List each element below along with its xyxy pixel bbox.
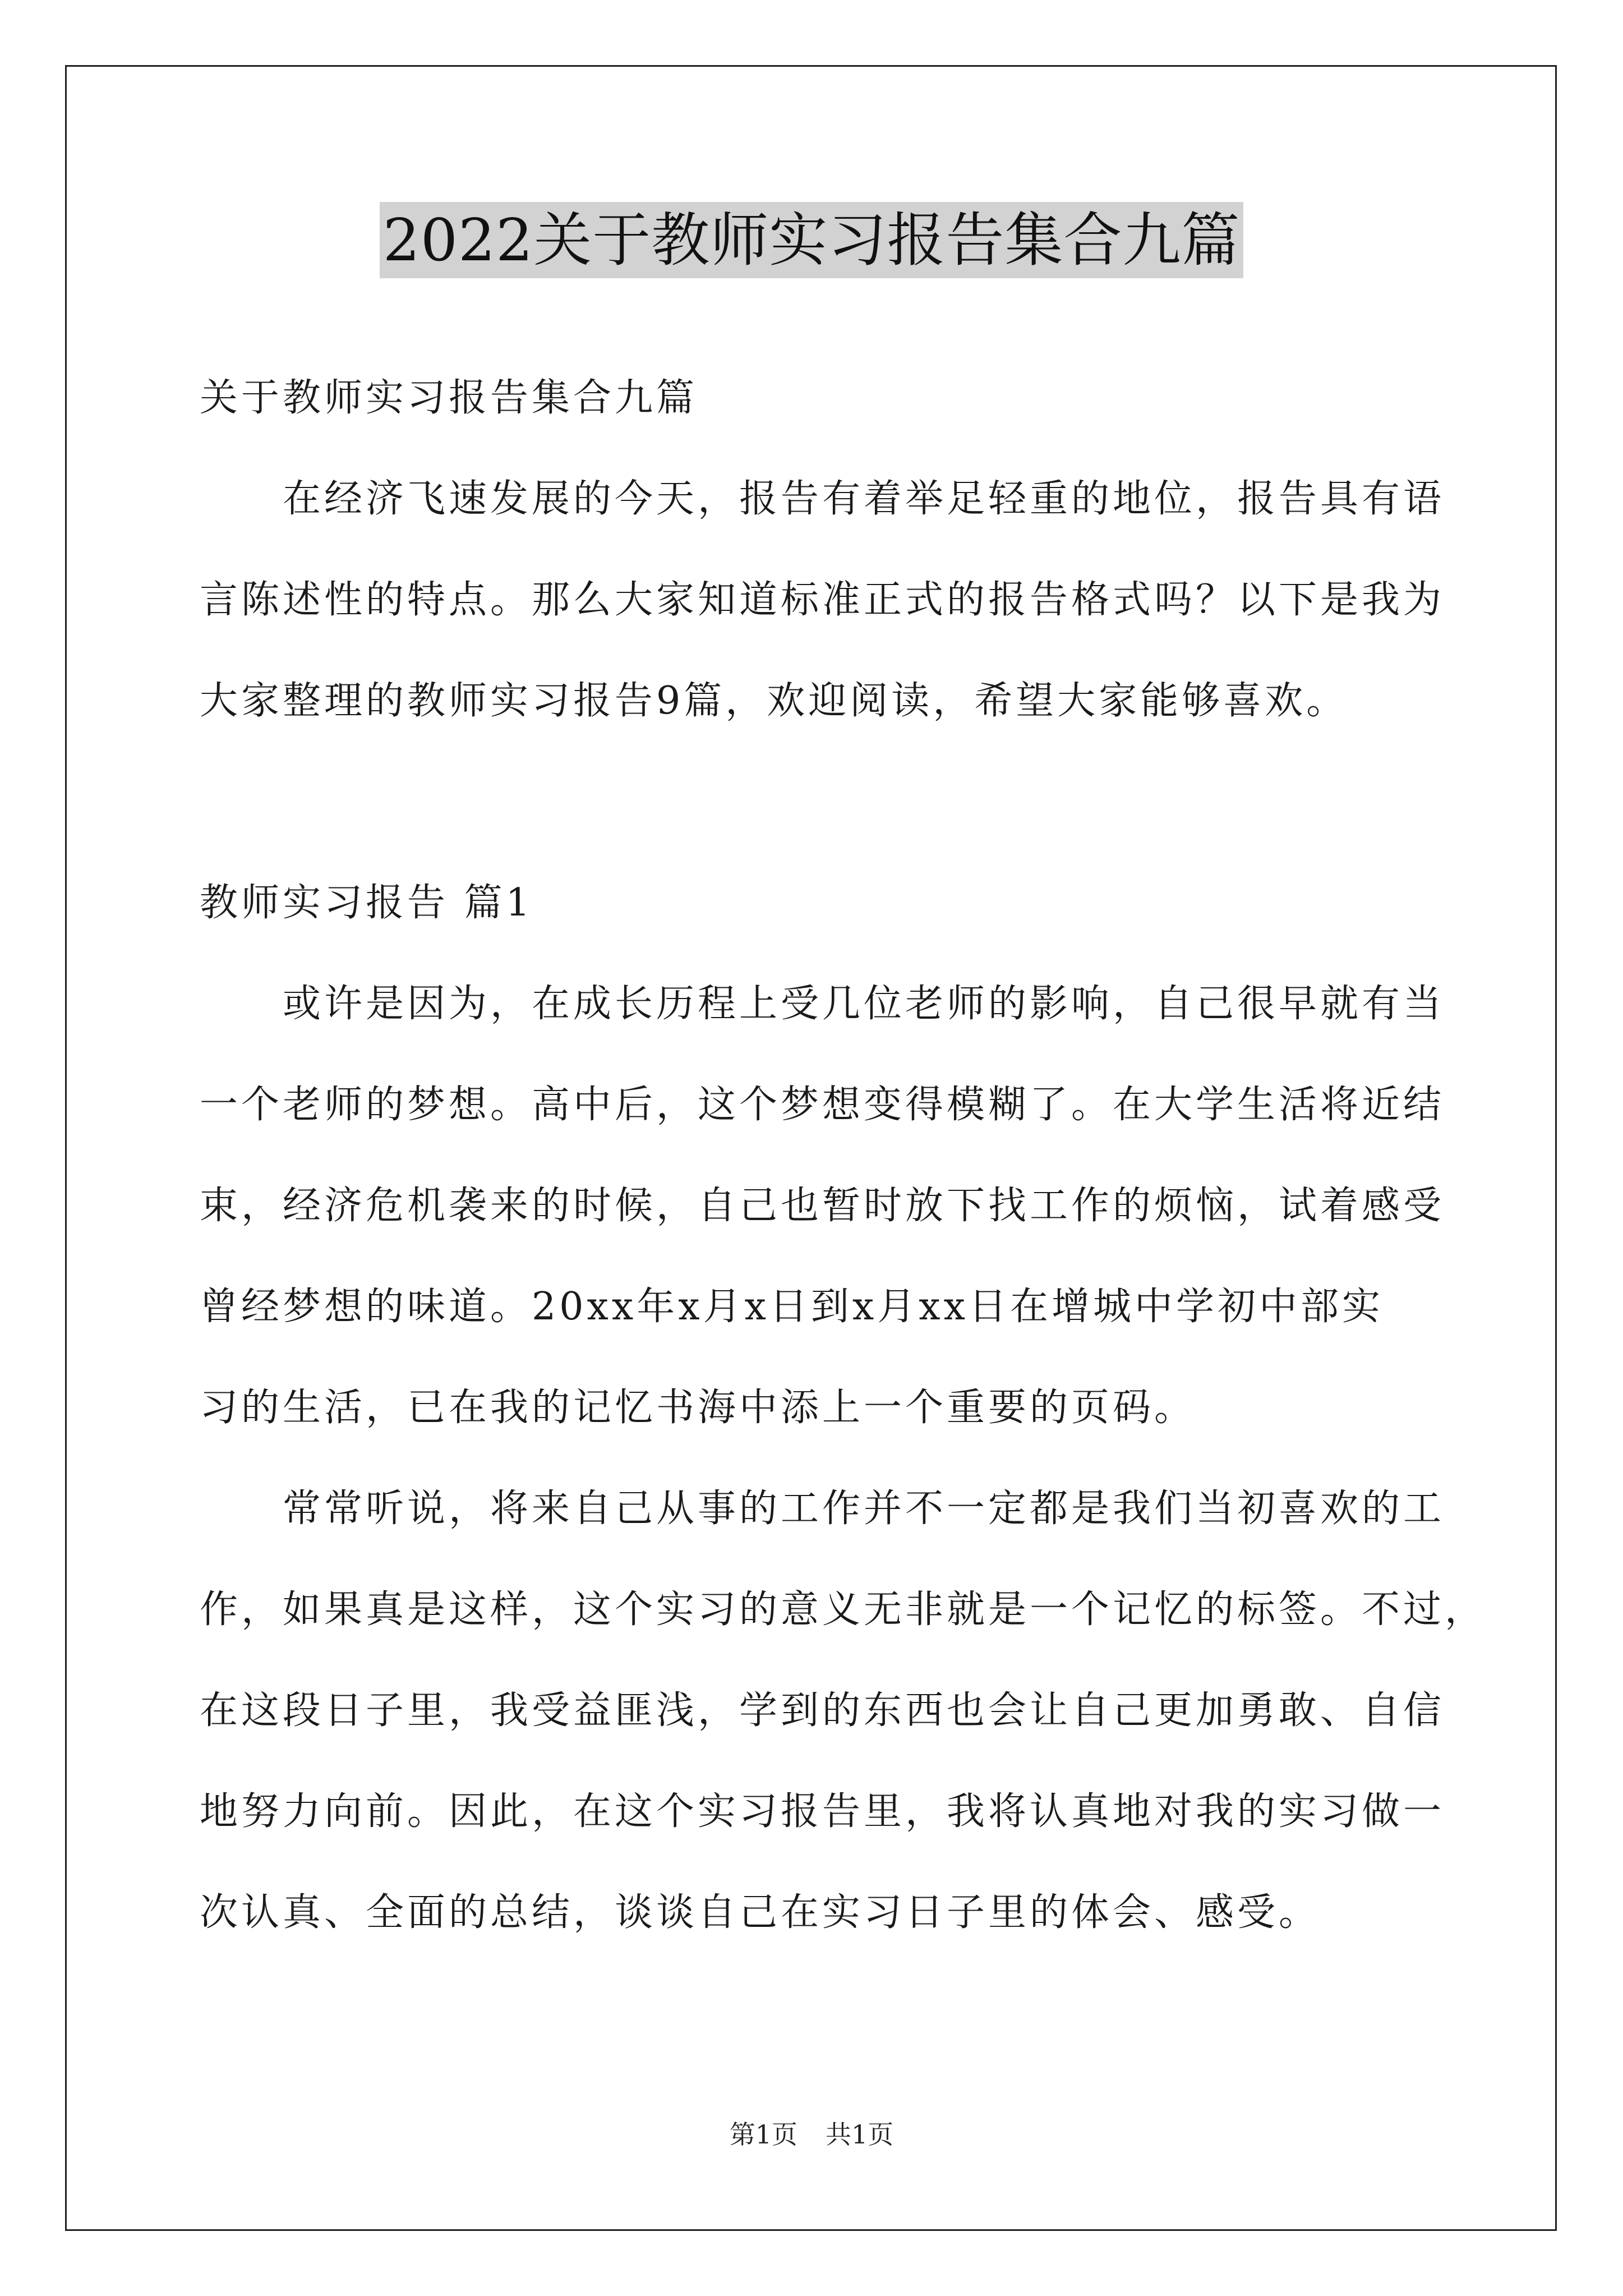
paragraph-line: 常常听说，将来自己从事的工作并不一定都是我们当初喜欢的工 (283, 1487, 1445, 1531)
paragraph-line: 束，经济危机袭来的时候，自己也暂时放下找工作的烦恼，试着感受 (200, 1184, 1445, 1228)
paragraph-line: 地努力向前。因此，在这个实习报告里，我将认真地对我的实习做一 (200, 1789, 1445, 1834)
intro-line: 大家整理的教师实习报告9篇，欢迎阅读，希望大家能够喜欢。 (200, 679, 1348, 723)
title-container (0, 202, 1623, 278)
intro-line: 言陈述性的特点。那么大家知道标准正式的报告格式吗？以下是我为 (200, 578, 1445, 622)
paragraph-line: 一个老师的梦想。高中后，这个梦想变得模糊了。在大学生活将近结 (200, 1083, 1445, 1127)
paragraph-line: 作，如果真是这样，这个实习的意义无非就是一个记忆的标签。不过， (200, 1588, 1487, 1632)
page-number-current: 第1页 (729, 2119, 797, 2150)
document-title: 2022关于教师实习报告集合九篇 (380, 202, 1244, 278)
paragraph-line: 在这段日子里，我受益匪浅，学到的东西也会让自己更加勇敢、自信 (200, 1688, 1445, 1733)
intro-line: 在经济飞速发展的今天，报告有着举足轻重的地位，报告具有语 (283, 477, 1445, 521)
paragraph-line: 或许是因为，在成长历程上受几位老师的影响，自己很早就有当 (283, 982, 1445, 1026)
section-heading: 教师实习报告 篇1 (200, 881, 533, 925)
page-footer (0, 2118, 1623, 2151)
paragraph-line: 习的生活，已在我的记忆书海中添上一个重要的页码。 (200, 1386, 1196, 1430)
document-body (200, 348, 1487, 1963)
page-number-total: 共1页 (826, 2119, 894, 2150)
document-subtitle: 关于教师实习报告集合九篇 (200, 376, 698, 420)
paragraph-line: 曾经梦想的味道。20xx年x月x日到x月xx日在增城中学初中部实 (200, 1285, 1384, 1329)
paragraph-line: 次认真、全面的总结，谈谈自己在实习日子里的体会、感受。 (200, 1890, 1321, 1935)
paragraph-gap (200, 752, 1428, 853)
